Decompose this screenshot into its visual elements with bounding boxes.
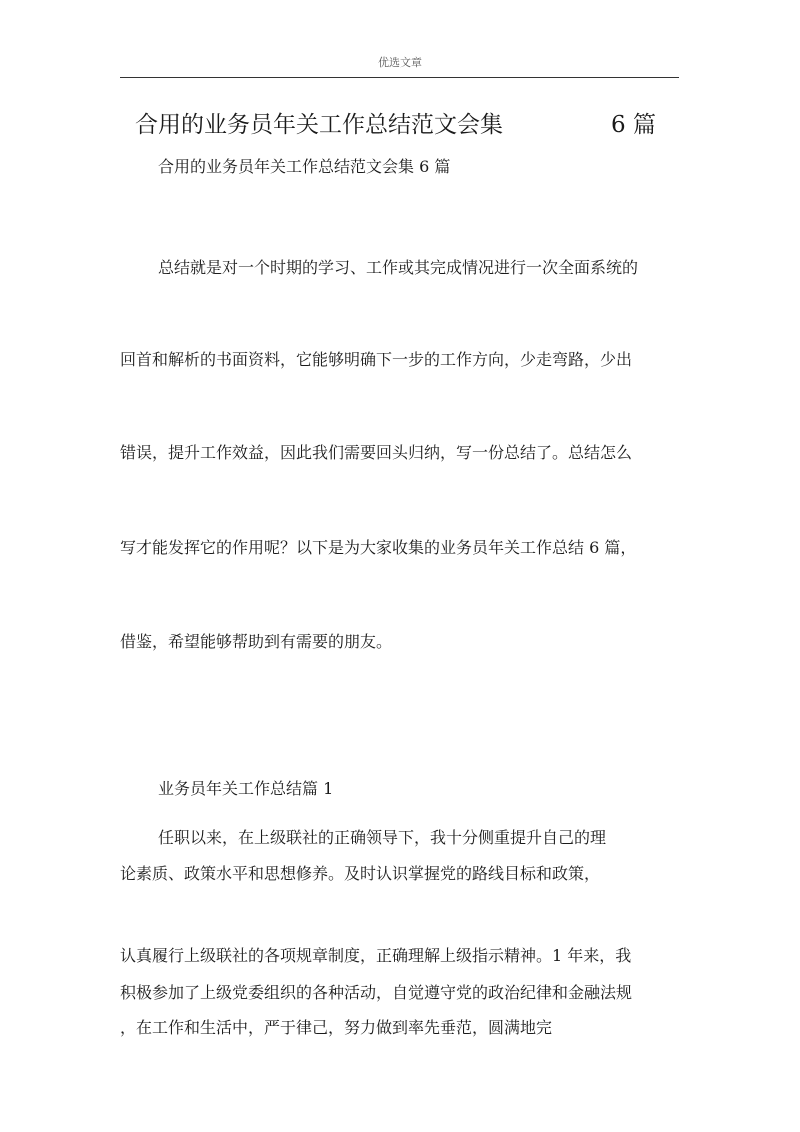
section-paragraph-line: 任职以来，在上级联社的正确领导下，我十分侧重提升自己的理: [158, 828, 607, 847]
section-paragraph-line: 认真履行上级联社的各项规章制度，正确理解上级指示精神。1 年来，我: [120, 946, 632, 965]
section-paragraph-line: ，在工作和生活中，严于律己，努力做到率先垂范，圆满地完: [120, 1018, 553, 1037]
intro-line: 回首和解析的书面资料，它能够明确下一步的工作方向，少走弯路，少出: [120, 350, 633, 369]
intro-line: 错误，提升工作效益，因此我们需要回头归纳，写一份总结了。总结怎么: [120, 443, 633, 462]
intro-line: 写才能发挥它的作用呢？以下是为大家收集的业务员年关工作总结 6 篇，: [120, 538, 637, 557]
section-paragraph-line: 论素质、政策水平和思想修养。及时认识掌握党的路线目标和政策，: [120, 864, 601, 883]
section-paragraph-line: 积极参加了上级党委组织的各种活动，自觉遵守党的政治纪律和金融法规: [120, 983, 633, 1002]
intro-line: 借鉴，希望能够帮助到有需要的朋友。: [120, 632, 393, 651]
page-header: 优选文章: [378, 56, 422, 69]
intro-line: 总结就是对一个时期的学习、工作或其完成情况进行一次全面系统的: [158, 258, 639, 277]
section-heading: 业务员年关工作总结篇 1: [158, 779, 334, 798]
document-title-count: 6 篇: [611, 112, 656, 138]
document-subtitle: 合用的业务员年关工作总结范文会集 6 篇: [158, 157, 451, 176]
document-title: 合用的业务员年关工作总结范文会集: [135, 112, 503, 138]
header-divider: [120, 77, 679, 78]
